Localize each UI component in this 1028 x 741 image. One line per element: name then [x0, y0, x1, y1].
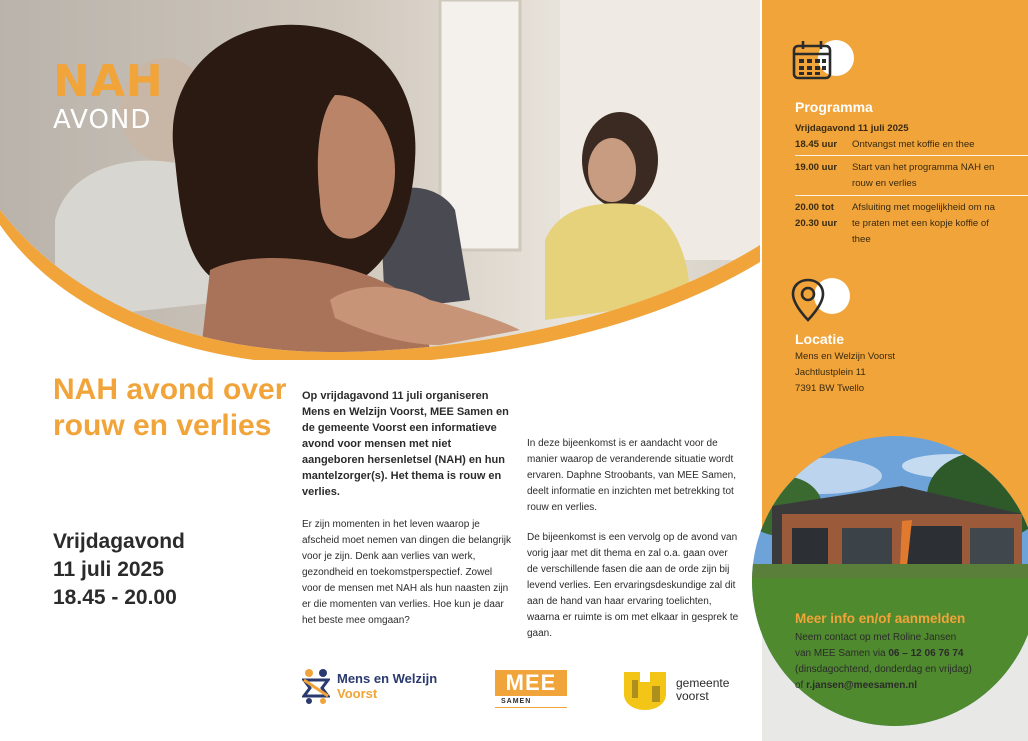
mens-en-welzijn-logo-mark [302, 668, 330, 704]
info-text [795, 630, 1015, 694]
gemeente-voorst-logo-text [676, 677, 729, 703]
main-title: NAH avond over rouw en verlies [53, 373, 287, 442]
gemeente-voorst-logo [622, 668, 729, 712]
mee-samen-logo [495, 670, 567, 708]
info-line-prefix: of [795, 680, 807, 691]
mee-logo-box: MEE [495, 670, 567, 696]
gemeente-voorst-crest-icon [622, 668, 668, 712]
info-line [795, 646, 1015, 662]
programma-heading: Programma [795, 99, 873, 115]
event-date: 11 juli 2025 [53, 558, 164, 581]
programma-date: Vrijdagavond 11 juli 2025 [795, 123, 909, 134]
info-line-prefix: van MEE Samen via [795, 648, 889, 659]
logo-text-line: voorst [676, 689, 709, 703]
mens-en-welzijn-logo-text [337, 671, 437, 701]
body-paragraph: Er zijn momenten in het leven waarop je afscheid moet nemen van dingen die belangrijk voor je zijn. Denk aan verlies van werk, gezondheid en toekomstperspectief. Zowel voor de mensen met NAH als hun naasten zijn er die momenten van verlies. Hoe kun je daar het beste mee omgaan? [302, 519, 512, 626]
programma-desc: Start van het programma NAH en rouw en verlies [852, 162, 995, 189]
email-link[interactable]: r.jansen@meesamen.nl [806, 680, 918, 691]
locatie-line: 7391 BW Twello [795, 383, 865, 394]
programma-row [795, 160, 1002, 192]
location-pin-icon [790, 274, 854, 331]
divider [795, 195, 1028, 196]
body-paragraph: De bijeenkomst is een vervolg op de avond van vorig jaar met dit thema en zal o.a. gaan over de verschillende fasen die aan de orde zijn bij levend verlies. Een ervaringsdeskundige zal dit aan de hand van haar ervaring toelichten, waarna er ruimte is om met elkaar in gesprek te gaan. [527, 532, 739, 639]
event-when [53, 528, 185, 612]
mee-logo-sub: SAMEN [495, 698, 567, 708]
programma-desc: Ontvangst met koffie en thee [852, 139, 975, 150]
mens-en-welzijn-logo [302, 668, 437, 704]
logo-text-line: Mens en Welzijn [337, 671, 438, 686]
locatie-heading: Locatie [795, 331, 845, 347]
info-line: (dinsdagochtend, donderdag en vrijdag) [795, 664, 972, 675]
calendar-icon [792, 36, 856, 97]
info-line: Neem contact op met Roline Jansen [795, 632, 957, 643]
phone-number[interactable]: 06 – 12 06 76 74 [888, 648, 964, 659]
locatie-line: Mens en Welzijn Voorst [795, 351, 896, 362]
programma-row [795, 137, 1002, 153]
hero-title [53, 56, 164, 136]
programma-row [795, 200, 1002, 248]
event-day: Vrijdagavond [53, 530, 185, 553]
locatie-address [795, 349, 895, 397]
logo-text-line: gemeente [676, 676, 730, 690]
programma-time: 19.00 uur [795, 162, 838, 173]
hero-title-line1: NAH [53, 56, 164, 107]
programma-desc: Afsluiting met mogelijkheid om na te praten met een kopje koffie of thee [852, 202, 995, 245]
hero-title-line2: AVOND [53, 105, 152, 135]
text-column-1 [302, 388, 514, 643]
programma-time: 20.00 tot 20.30 uur [795, 202, 838, 229]
lead-paragraph: Op vrijdagavond 11 juli organiseren Mens en Welzijn Voorst, MEE Samen en de gemeente Voorst een informatieve avond voor mensen met niet aangeboren hersenletsel (NAH) en hun mantelzorger(s). Het thema is rouw en verlies. [302, 390, 509, 498]
programma-time: 18.45 uur [795, 139, 838, 150]
hero-illustration [0, 0, 760, 360]
logo-text-line: Voorst [337, 686, 378, 701]
text-column-2 [527, 436, 739, 656]
body-paragraph: In deze bijeenkomst is er aandacht voor de manier waarop de veranderende situatie wordt ervaren. Daphne Stroobants, van MEE Samen, deelt informatie en inzichten met betrekking tot rouw en verlies. [527, 438, 737, 513]
divider [795, 155, 1028, 156]
event-time: 18.45 - 20.00 [53, 586, 177, 609]
hero-photo [0, 0, 760, 360]
info-line [795, 678, 1015, 694]
info-heading: Meer info en/of aanmelden [795, 611, 966, 626]
locatie-line: Jachtlustplein 11 [795, 367, 866, 378]
